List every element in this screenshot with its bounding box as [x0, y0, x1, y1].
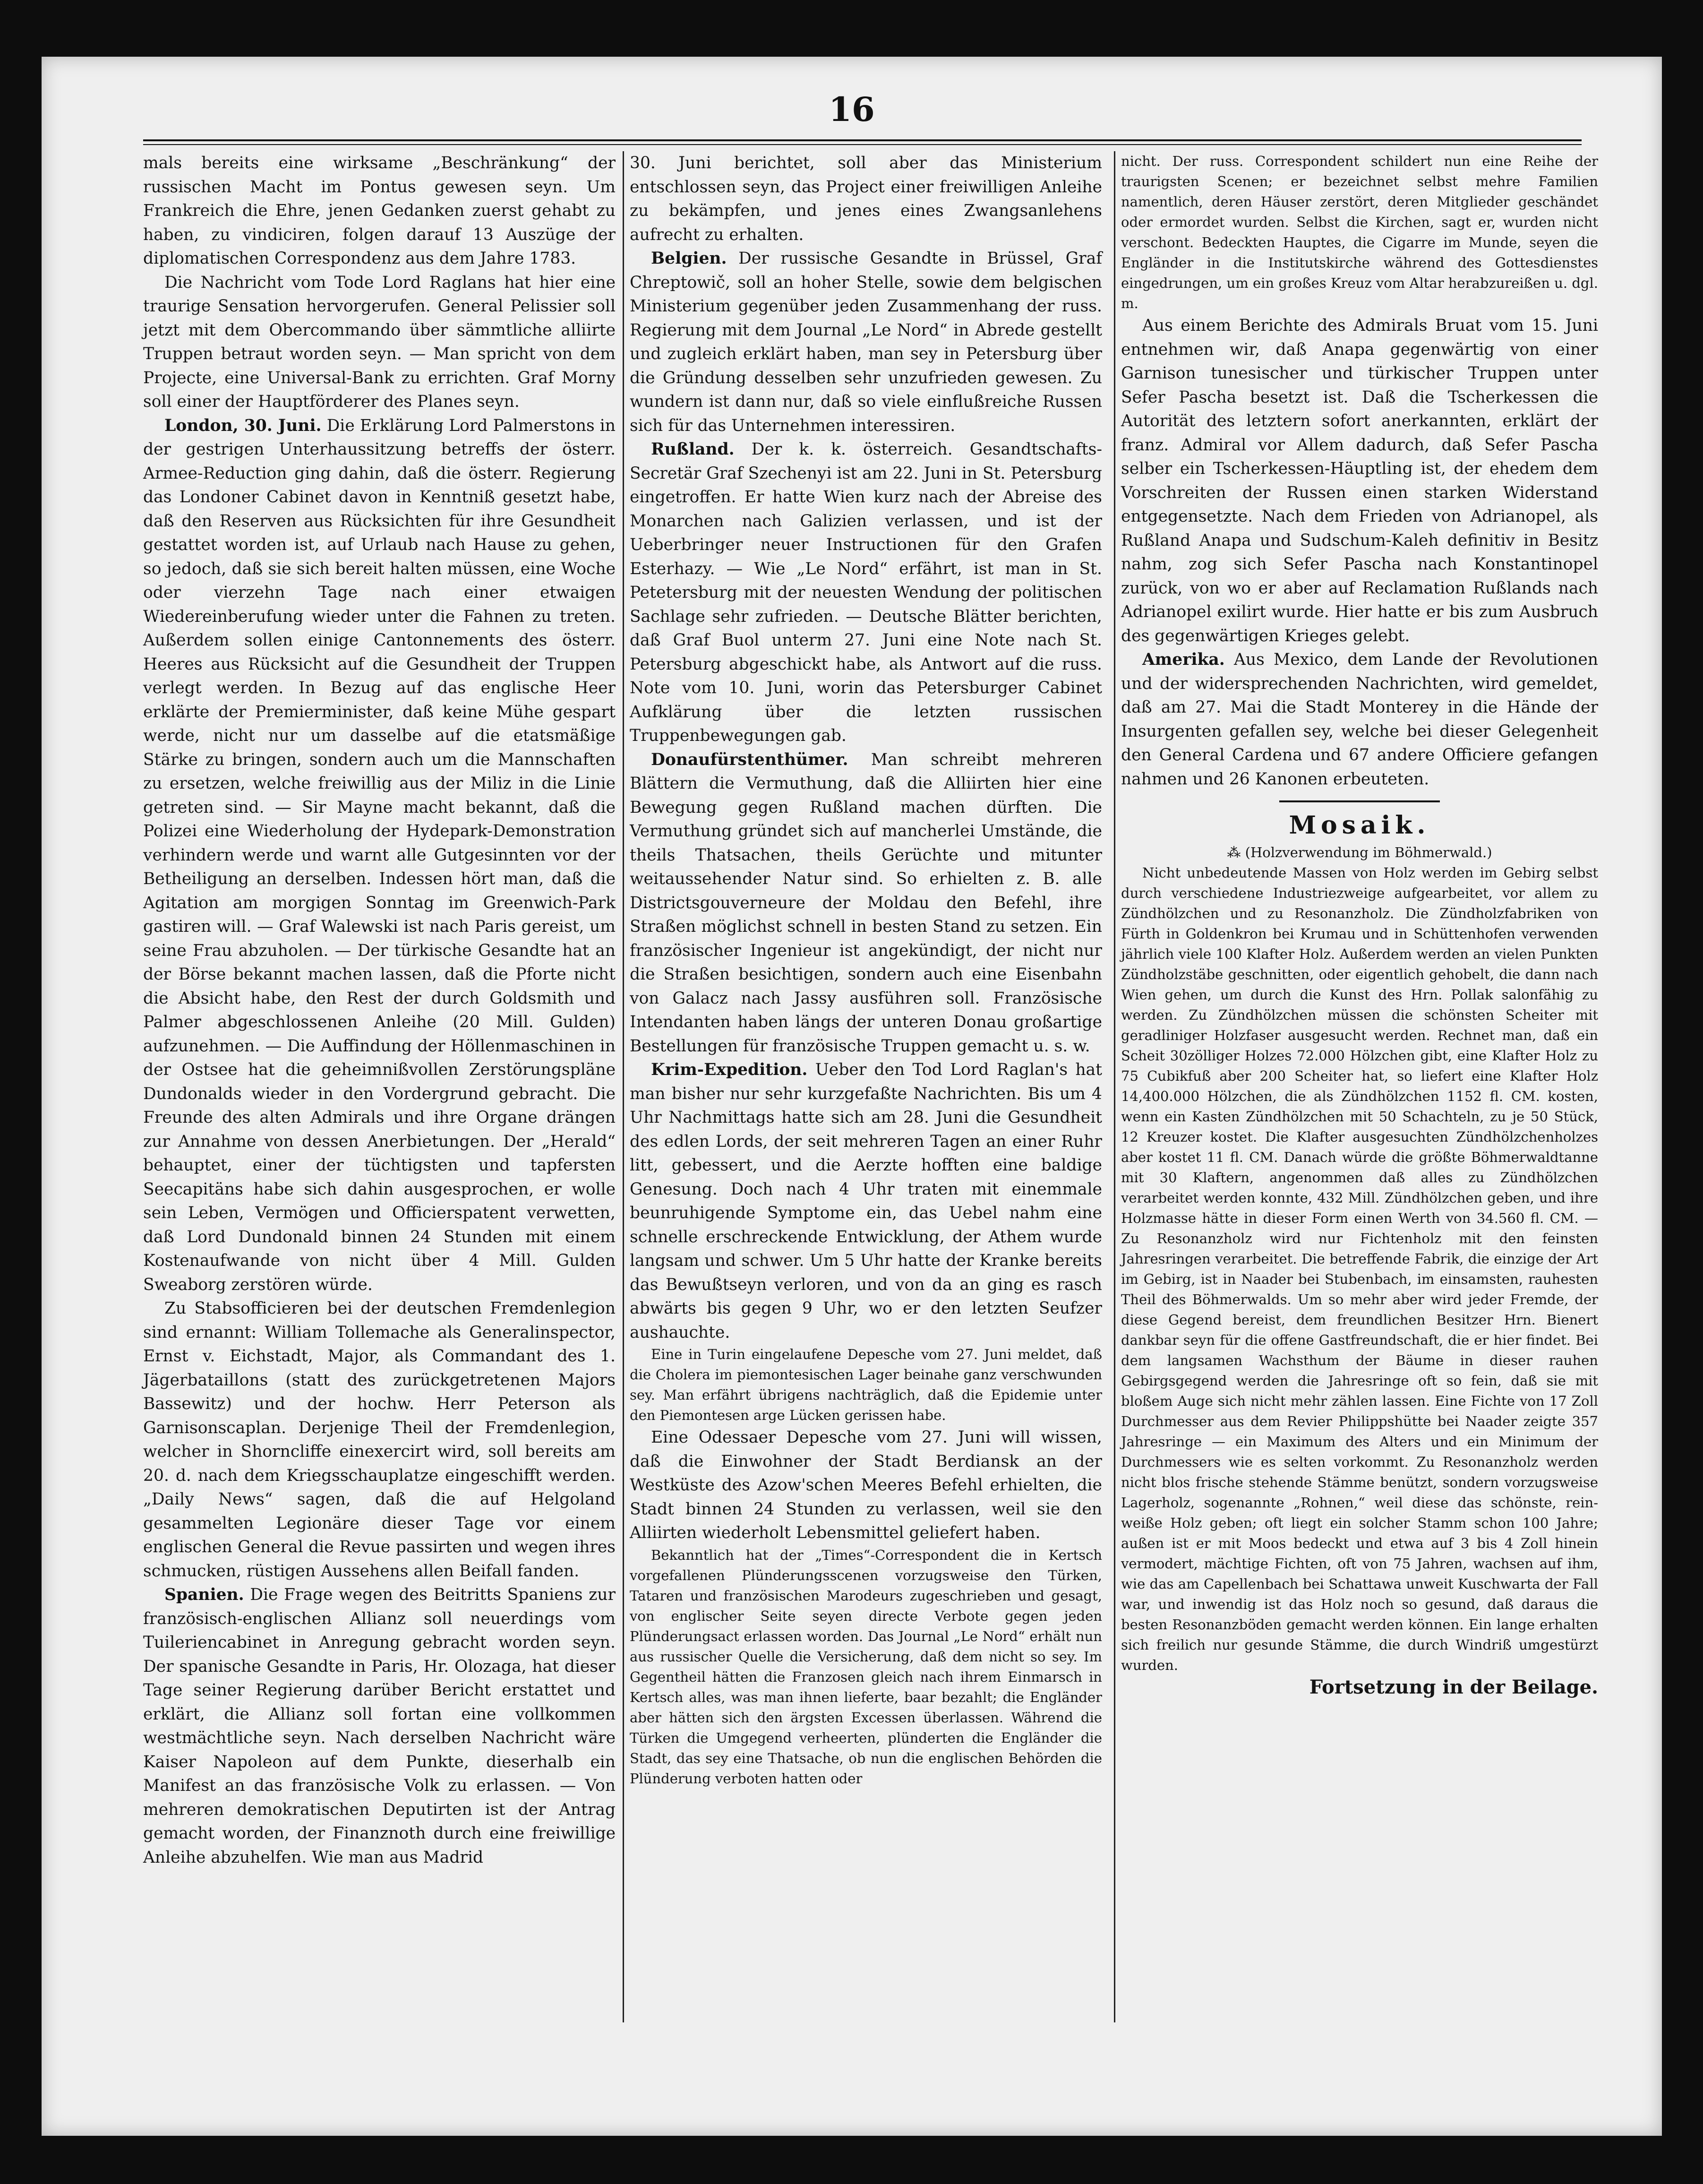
article-text: Die Erklärung Lord Palmerstons in der gestrigen Unterhaussitzung betreffs der österr. Armee-Reduction ging dahin, daß die österr. Regierung das Londoner Cabinet davon in Kenntniß gesetzt habe, daß den Reserven aus Rücksichten für ihre Gesundheit gestattet worden ist, auf Urlaub nach Hause zu gehen, so jedoch, daß sie sich bereit halten müssen, eine Woche oder vierzehn Tage nach einer etwaigen Wiedereinberufung wieder unter die Fahnen zu treten. Außerdem sollen einige Cantonnements des österr. Heeres aus Rücksicht auf die Gesundheit der Truppen verlegt werden. In Bezug auf das englische Heer erklärte der Premierminister, daß keine Mühe gespart werde, nicht nur um dasselbe auf die etatsmäßige Stärke zu bringen, sondern auch um die Mannschaften zu ersetzen, welche freiwillig aus der Miliz in die Linie getreten sind. — Sir Mayne macht bekannt, daß die Polizei eine Wiederholung der Hydepark-Demonstration verhindern werde und warnt alle Gutgesinnten vor der Betheiligung an derselben. Indessen hört man, daß die Agitation am morgigen Sonntag im Greenwich-Park gastiren will. — Graf Walewski ist nach Paris gereist, um seine Frau abzuholen. — Der türkische Gesandte hat an der Börse bekannt machen lassen, daß die Pforte nicht die Absicht habe, den Rest der durch Goldsmith und Palmer abgeschlossenen Anleihe (20 Mill. Gulden) aufzunehmen. — Die Auffindung der Höllenmaschinen in der Ostsee hat die geheimnißvollen Zerstörungspläne Dundonalds wieder in den Vordergrund gebracht. Die Freunde des alten Admirals und ihre Organe drängen zur Annahme von dessen Anerbietungen. Der „Herald“ behauptet, einer der tüchtigsten und tapfersten Seecapitäns habe sich dahin ausgesprochen, er wolle sein Leben, Vermögen und Officierspatent verwetten, daß Lord Dundonald binnen 24 Stunden mit einem Kostenaufwande von nicht über 4 Mill. Gulden Sweaborg zerstören würde. — [143, 416, 616, 1294]
article-text: Ueber den Tod Lord Raglan's hat man bisher nur sehr kurzgefaßte Nachrichten. Bis um 4 Uhr Nachmittags hatte sich am 28. Juni die Gesundheit des edlen Lords, der seit mehreren Tagen an einer Ruhr litt, gebessert, und die Aerzte hofften eine baldige Genesung. Doch nach 4 Uhr traten mit einemmale beunruhigende Symptome ein, das Uebel nahm eine schnelle erschreckende Entwicklung, der Athem wurde langsam und schwer. Um 5 Uhr hatte der Kranke bereits das Bewußtseyn verloren, und von da an ging es rasch abwärts bis gegen 9 Uhr, wo er den letzten Seufzer aushauchte. — [630, 1060, 1102, 1342]
article-paragraph — [630, 247, 1102, 438]
column-1 — [143, 151, 616, 1869]
article-paragraph — [630, 1545, 1102, 1789]
continuation-note: Fortsetzung in der Beilage. — [1309, 1676, 1598, 1698]
article-paragraph — [630, 151, 1102, 247]
article-dateline: Belgien. — [651, 249, 727, 268]
article-paragraph — [630, 1344, 1102, 1426]
article-text: Die Frage wegen des Beitritts Spaniens zur französisch-englischen Allianz soll neuerdings vom Tuileriencabinet in Anregung gebracht worden seyn. Der spanische Gesandte in Paris, Hr. Olozaga, hat dieser Tage seiner Regierung darüber Bericht erstattet und erklärt, die Allianz soll fortan eine vollkommen westmächtliche seyn. Nach derselben Nachricht wäre Kaiser Napoleon auf dem Punkte, dieserhalb ein Manifest an das französische Volk zu erlassen. — Von mehreren demokratischen Deputirten ist der Antrag gemacht worden, der Finanznoth durch eine freiwillige Anleihe abzuhelfen. Wie man aus Madrid — [143, 1585, 616, 1867]
article-text: Man schreibt mehreren Blättern die Vermuthung, daß die Alliirten hier eine Bewegung gegen Rußland machen dürften. Die Vermuthung gründet sich auf mancherlei Umstände, die theils Thatsachen, theils Gerüchte und mitunter weitaussehender Natur sind. So erhielten z. B. alle Districtsgouverneure der Moldau den Befehl, ihre Straßen möglichst schnell in besten Stand zu setzen. Ein französischer Ingenieur ist angekündigt, der nicht nur die Straßen besichtigen, sondern auch eine Eisenbahn von Galacz nach Jassy ausführen soll. Französische Intendanten haben längs der unteren Donau großartige Bestellungen für französische Truppen gemacht u. s. w. — [630, 750, 1102, 1056]
article-text: Bekanntlich hat der „Times“-Correspondent die in Kertsch vorgefallenen Plünderungsscenen vorzugsweise den Türken, Tataren und französischen Marodeurs zugeschrieben und gesagt, von englischer Seite seyen directe Verbote gegen jeden Plünderungsact erlassen worden. Das Journal „Le Nord“ erhält nun aus russischer Quelle die Versicherung, daß dem nicht so sey. Im Gegentheil hätten die Franzosen gleich nach ihrem Einmarsch in Kertsch alles, was man ihnen lieferte, baar bezahlt; die Engländer aber hätten sich den ärgsten Excessen überlassen. Während die Türken die Umgegend verheerten, plünderten die Engländer die Stadt, das sey eine Thatsache, ob nun die englischen Behörden die Plünderung verboten hatten oder — [630, 1547, 1102, 1787]
article-text: Der russische Gesandte in Brüssel, Graf Chreptowič, soll an hoher Stelle, sowie dem belgischen Ministerium gegenüber jeden Zusammenhang der russ. Regierung mit dem Journal „Le Nord“ in Abrede gestellt und zugleich erklärt haben, man sey in Petersburg über die Gründung desselben sehr unzufrieden gewesen. Zu wundern ist dann nur, daß so viele einflußreiche Russen sich für das Unternehmen interessiren. — [630, 249, 1102, 435]
mosaik-text: Nicht unbedeutende Massen von Holz werden im Gebirg selbst durch verschiedene Industriezweige aufgearbeitet, vor allem zu Zündhölzchen und zu Resonanzholz. Die Zündholzfabriken von Fürth in Goldenkron bei Krumau und in Schüttenhofen verwenden jährlich viele 100 Klafter Holz. Außerdem werden an vielen Punkten Zündholzstäbe geschnitten, oder eigentlich gehobelt, die dann nach Wien gehen, um durch die Kunst des Hrn. Pollak salonfähig zu werden. Zu Zündhölzchen müssen die schönsten Scheiter mit geradliniger Holzfaser ausgesucht werden. Rechnet man, daß ein Scheit 30zölliger Holzes 72.000 Hölzchen gibt, eine Klafter Holz zu 75 Cubikfuß aber 200 Scheiter hat, so liefert eine Klafter Holz 14,400.000 Hölzchen, die als Zündhölzchen 1152 fl. CM. kosten, wenn ein Kasten Zündhölzchen mit 50 Schachteln, zu je 50 Stück, 12 Kreuzer kostet. Die Klafter ausgesuchten Zündhölzchenholzes aber kostet 11 fl. CM. Danach würde die größte Böhmerwaldtanne mit 30 Klaftern, angenommen daß alles zu Zündhölzchen verarbeitet werden konnte, 432 Mill. Zündhölzchen geben, und ihre Holzmasse hätte in dieser Form einen Werth von 34.560 fl. CM. — Zu Resonanzholz wird nur Fichtenholz mit den feinsten Jahresringen verarbeitet. Die betreffende Fabrik, die einzige der Art im Gebirg, ist in Naader bei Stubenbach, im einsamsten, rauhesten Theil des Böhmerwalds. Um so mehr aber wird jeder Fremde, der diese Gegend bereist, dem freundlichen Besitzer Hrn. Bienert dankbar seyn für die offene Gastfreundschaft, die er hier findet. Bei dem langsamen Wachsthum der Bäume in dieser rauhen Gebirgsgegend werden die Jahresringe oft so fein, daß sie mit bloßem Auge sich nicht mehr zählen lassen. Eine Fichte von 17 Zoll Durchmesser aus dem Revier Philippshütte bei Naader zeigte 357 Jahresringe — ein Maximum des Alters und ein Minimum der Durchmessers wie es selten vorkommt. Zu Resonanzholz werden nicht blos frische stehende Stämme benützt, sondern vorzugsweise Lagerholz, sogenannte „Rohnen,“ weil diese das schönste, rein-weiße Holz geben; oft liegt ein solcher Stamm schon 100 Jahre; außen ist er mit Moos bedeckt und etwa auf 3 bis 4 Zoll hinein vermodert, mächtige Fichten, oft von 75 Jahren, wachsen auf ihm, wie das am Capellenbach bei Schattawa unweit Kuschwarta der Fall war, und inwendig ist das Holz noch so gesund, daß daraus die besten Resonanzböden gemacht werden können. Ein lange erhalten sich freilich nur gesunde Stämme, die durch Windriß umgestürzt wurden. — [1121, 864, 1598, 1673]
article-text: Der k. k. österreich. Gesandtschafts-Secretär Graf Szechenyi ist am 22. Juni in St. Petersburg eingetroffen. Er hatte Wien kurz nach der Abreise des Monarchen nach Galizien verlassen, und ist der Ueberbringer neuer Instructionen für den Grafen Esterhazy. — Wie „Le Nord“ erfährt, ist man in St. Petetersburg mit der neuesten Wendung der politischen Sachlage sehr zufrieden. — Deutsche Blätter berichten, daß Graf Buol unterm 27. Juni eine Note nach St. Petersburg abgeschickt habe, als Antwort auf die russ. Note vom 10. Juni, worin das Petersburger Cabinet Aufklärung über die letzten russischen Truppenbewegungen gab. — [630, 440, 1102, 745]
article-text: Die Nachricht vom Tode Lord Raglans hat hier eine traurige Sensation hervorgerufen. General Pelissier soll jetzt mit dem Obercommando über sämmtliche alliirte Truppen betraut worden seyn. — Man spricht von dem Projecte, eine Universal-Bank zu errichten. Graf Morny soll einer der Hauptförderer des Planes seyn. — [143, 273, 616, 411]
article-paragraph — [630, 1058, 1102, 1344]
article-paragraph — [1121, 314, 1598, 648]
article-dateline: London, 30. Juni. — [164, 416, 322, 435]
article-text: 30. Juni berichtet, soll aber das Ministerium entschlossen seyn, das Project einer freiwilligen Anleihe zu bekämpfen, und jenes eines Zwangsanlehens aufrecht zu erhalten. — [630, 154, 1102, 244]
article-text: Eine Odessaer Depesche vom 27. Juni will wissen, daß die Einwohner der Stadt Berdiansk an der Westküste des Azow'schen Meeres Befehl erhielten, die Stadt binnen 24 Stunden zu verlassen, weil sie den Alliirten wiederholt Lebensmittel geliefert haben. — [630, 1428, 1102, 1542]
article-dateline: Rußland. — [651, 440, 735, 459]
header-rule — [143, 139, 1582, 145]
article-dateline: Donaufürstenthümer. — [651, 750, 848, 769]
article-paragraph — [143, 151, 616, 271]
column-3-articles — [1121, 151, 1598, 791]
article-paragraph — [630, 748, 1102, 1058]
article-text: Aus Mexico, dem Lande der Revolutionen und der widersprechenden Nachrichten, wird gemeldet, daß am 27. Mai die Stadt Monterey in die Hände der Insurgenten gefallen sey, welche bei dieser Gelegenheit den General Cardena und 67 andere Officiere gefangen nahmen und 26 Kanonen erbeuteten. — [1121, 650, 1598, 789]
article-paragraph — [143, 1583, 616, 1869]
column-divider-1 — [623, 151, 624, 2022]
article-text: mals bereits eine wirksame „Beschränkung“ der russischen Macht im Pontus gewesen seyn. Um Frankreich die Ehre, jenen Gedanken zuerst gehabt zu haben, zu vindiciren, folgen darauf 13 Auszüge der diplomatischen Correspondenz aus dem Jahre 1783. — [143, 154, 616, 268]
article-text: Aus einem Berichte des Admirals Bruat vom 15. Juni entnehmen wir, daß Anapa gegenwärtig von einer Garnison tunesischer und türkischer Truppen unter Sefer Pascha besetzt ist. Daß die Tscherkessen die Autorität des letztern sofort anerkannten, erklärt der franz. Admiral vor Allem dadurch, daß Sefer Pascha selber ein Tscherkessen-Häuptling ist, der ehedem dem Vorschreiten der Russen einen starken Widerstand entgegensetzte. Nach dem Frieden von Adrianopel, als Rußland Anapa und Sudschum-Kaleh definitiv in Besitz nahm, zog sich Sefer Pascha nach Konstantinopel zurück, von wo er aber auf Reclamation Rußlands nach Adrianopel exilirt wurde. Hier hatte er bis zum Ausbruch des gegenwärtigen Krieges gelebt. — [1121, 316, 1598, 645]
article-paragraph — [630, 438, 1102, 748]
column-divider-2 — [1114, 151, 1115, 2022]
newspaper-page — [42, 57, 1662, 2136]
article-dateline: Spanien. — [164, 1585, 244, 1604]
article-text: Eine in Turin eingelaufene Depesche vom 27. Juni meldet, daß die Cholera im piemontesischen Lager beinahe ganz verschwunden sey. Man erfährt übrigens nachträglich, daß die Epidemie unter den Piemontesen arge Lücken gerissen habe. — [630, 1346, 1102, 1423]
article-paragraph — [143, 1297, 616, 1583]
column-2 — [630, 151, 1102, 1789]
article-paragraph — [143, 271, 616, 414]
article-text: Zu Stabsofficieren bei der deutschen Fremdenlegion sind ernannt: William Tollemache als Generalinspector, Ernst v. Eichstadt, Major, als Commandant des 1. Jägerbataillons (statt des zurückgetretenen Majors Bassewitz) und der hochw. Herr Peterson als Garnisonscaplan. Derjenige Theil der Fremdenlegion, welcher in Shorncliffe einexercirt wird, soll bereits am 20. d. nach dem Kriegsschauplatze eingeschifft werden. „Daily News“ sagen, daß die auf Helgoland gesammelten Legionäre dieser Tage vor einem englischen General die Revue passirten und wegen ihres schmucken, rüstigen Aussehens allen Beifall fanden. — [143, 1299, 616, 1581]
article-dateline: Krim-Expedition. — [651, 1060, 808, 1079]
mosaik-title: Mosaik. — [1289, 811, 1430, 840]
article-dateline: Amerika. — [1142, 650, 1225, 669]
article-paragraph — [630, 1426, 1102, 1545]
article-paragraph — [1121, 151, 1598, 314]
section-rule — [1279, 800, 1440, 802]
article-paragraph — [143, 414, 616, 1297]
column-3 — [1121, 151, 1598, 1699]
article-text: nicht. Der russ. Correspondent schildert nun eine Reihe der traurigsten Scenen; er bezeichnet selbst mehre Familien namentlich, deren Häuser zerstört, deren Mitglieder geschändet oder ermordet wurden. Selbst die Kirchen, sagt er, wurden nicht verschont. Bedeckten Hauptes, die Cigarre im Munde, seyen die Engländer in die Institutskirche während des Gottesdienstes eingedrungen, um ein großes Kreuz vom Altar herabzureißen u. dgl. m. — [1121, 153, 1598, 311]
mosaik-subhead: ⁂ (Holzverwendung im Böhmerwald.) — [1227, 844, 1492, 860]
page-number: 16 — [829, 90, 875, 129]
article-paragraph — [1121, 648, 1598, 791]
